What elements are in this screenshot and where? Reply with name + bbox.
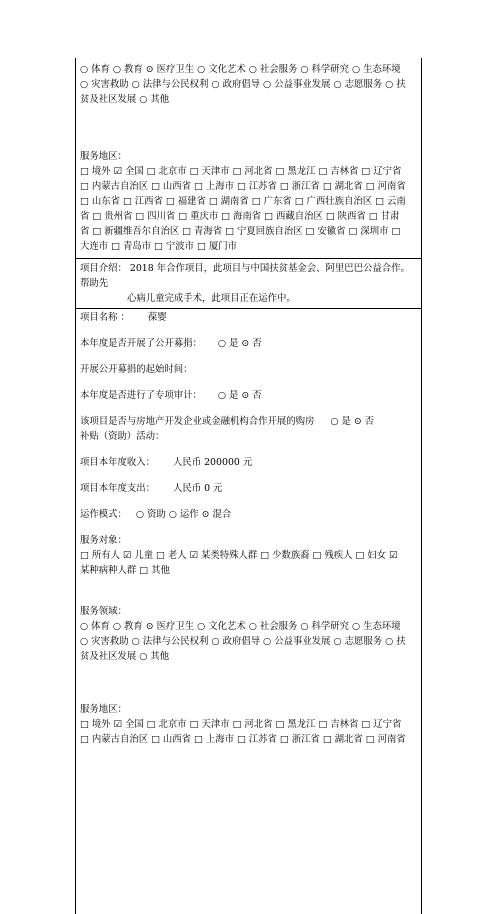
special-audit-question: 本年度是否进行了专项审计： bbox=[80, 390, 202, 401]
special-audit-options: ○ 是 ⊙ 否 bbox=[217, 390, 262, 401]
service-field-label: 服务领域： bbox=[80, 606, 127, 617]
service-fields-line: ○ 体育 ○ 教育 ⊙ 医疗卫生 ○ 文化艺术 ○ 社会服务 ○ 科学研究 ○ 生态环境 bbox=[80, 64, 401, 75]
service-area-line: □ 境外 ☑ 全国 □ 北京市 □ 天津市 □ 河北省 □ 黑龙江 □ 吉林省 □ 辽宁省 bbox=[80, 166, 402, 177]
project-intro-text: 2018 年合作项目，此项目与中国扶贫基金会、阿里巴巴公益合作。帮助先 bbox=[80, 263, 410, 289]
project-intro-label: 项目介绍： bbox=[80, 263, 127, 274]
operation-mode-options: ○ 资助 ○ 运作 ⊙ 混合 bbox=[135, 509, 232, 520]
service-field-line: 贫及社区发展 ○ 其他 bbox=[80, 651, 170, 662]
service-target-line: □ 所有人 ☑ 儿童 □ 老人 ☑ 某类特殊人群 □ 少数族裔 □ 残疾人 □ 妇女 ☑ bbox=[80, 550, 398, 561]
income-value: 人民币 200000 元 bbox=[172, 457, 253, 468]
service-target-line: 某种病种人群 □ 其他 bbox=[80, 565, 170, 576]
project-details-block bbox=[75, 308, 422, 914]
service-area-line: 大连市 □ 青岛市 □ 宁波市 □ 厦门市 bbox=[80, 241, 237, 252]
operation-mode-label: 运作模式： bbox=[80, 509, 127, 520]
real-estate-options: ○ 是 ⊙ 否 bbox=[330, 416, 375, 427]
service-area-line-2: □ 内蒙古自治区 □ 山西省 □ 上海市 □ 江苏省 □ 浙江省 □ 湖北省 □ 河南省 bbox=[80, 734, 406, 745]
public-fundraising-options: ○ 是 ⊙ 否 bbox=[217, 338, 262, 349]
service-fields-line: 贫及社区发展 ○ 其他 bbox=[80, 94, 170, 105]
project-intro-text: 心病儿童完成手术，此项目正在运作中。 bbox=[127, 293, 296, 304]
service-area-line: □ 内蒙古自治区 □ 山西省 □ 上海市 □ 江苏省 □ 浙江省 □ 湖北省 □ 河南省 bbox=[80, 181, 406, 192]
service-area-line-2: □ 境外 ☑ 全国 □ 北京市 □ 天津市 □ 河北省 □ 黑龙江 □ 吉林省 □ 辽宁省 bbox=[80, 719, 402, 730]
fundraising-start-label: 开展公开募捐的起始时间： bbox=[80, 364, 193, 375]
real-estate-question-cont: 补贴（资助）活动： bbox=[80, 431, 165, 442]
service-area-label-2: 服务地区： bbox=[80, 704, 127, 715]
expense-value: 人民币 0 元 bbox=[172, 483, 223, 494]
service-area-line: 省 □ 新疆维吾尔自治区 □ 青海省 □ 宁夏回族自治区 □ 安徽省 □ 深圳市 □ bbox=[80, 226, 401, 237]
public-fundraising-question: 本年度是否开展了公开募捐： bbox=[80, 338, 202, 349]
service-area-label: 服务地区： bbox=[80, 151, 127, 162]
project-name-value: 葆婴 bbox=[147, 312, 167, 323]
service-target-label: 服务对象： bbox=[80, 535, 127, 546]
expense-label: 项目本年度支出： bbox=[80, 483, 156, 494]
service-field-line: ○ 灾害救助 ○ 法律与公民权利 ○ 政府倡导 ○ 公益事业发展 ○ 志愿服务 ○ 扶 bbox=[80, 636, 406, 647]
service-area-line: 省 □ 贵州省 □ 四川省 □ 重庆市 □ 海南省 □ 西藏自治区 □ 陕西省 □ 甘肃 bbox=[80, 211, 400, 222]
project-name-label: 项目名称 ： bbox=[80, 312, 130, 323]
project-intro-row bbox=[75, 258, 422, 308]
service-fields-line: ○ 灾害救助 ○ 法律与公民权利 ○ 政府倡导 ○ 公益事业发展 ○ 志愿服务 ○ 扶 bbox=[80, 79, 406, 90]
income-label: 项目本年度收入： bbox=[80, 457, 156, 468]
service-field-line: ○ 体育 ○ 教育 ⊙ 医疗卫生 ○ 文化艺术 ○ 社会服务 ○ 科学研究 ○ 生态环境 bbox=[80, 621, 401, 632]
document-page bbox=[75, 58, 422, 914]
real-estate-question: 该项目是否与房地产开发企业或金融机构合作开展的购房 bbox=[80, 416, 315, 427]
service-fields-block bbox=[75, 58, 422, 258]
service-area-line: □ 山东省 □ 江西省 □ 福建省 □ 湖南省 □ 广东省 □ 广西壮族自治区 □ 云南 bbox=[80, 196, 406, 207]
